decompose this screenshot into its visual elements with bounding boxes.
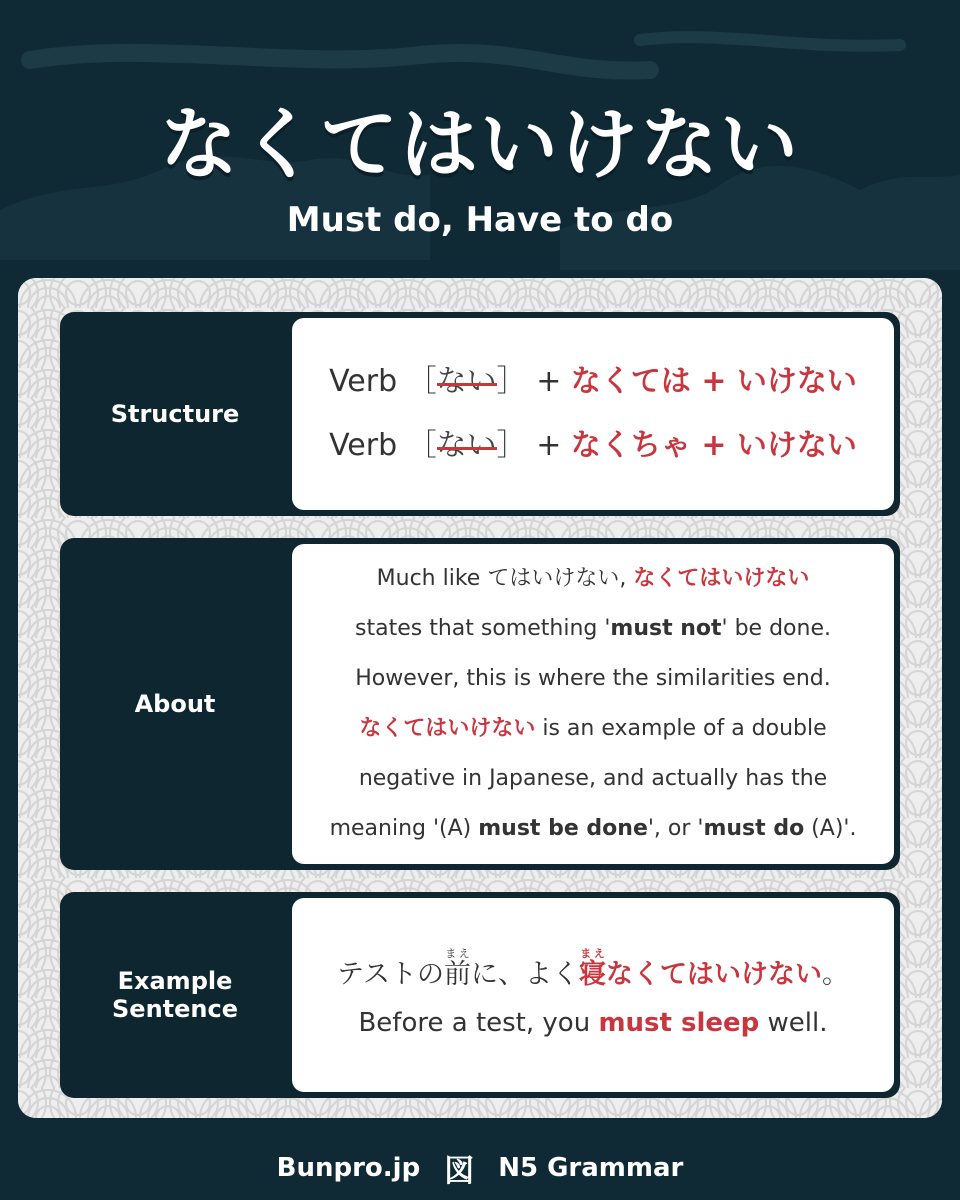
text: (A)'. <box>804 816 857 841</box>
struck-nai: ない <box>436 364 497 399</box>
bunpro-logo-icon: 図 <box>444 1154 475 1189</box>
text: 。 <box>821 959 849 990</box>
bracket: ［ <box>406 428 437 463</box>
bold-text: must be done <box>478 816 648 841</box>
form-text: なくては <box>570 364 691 399</box>
structure-line-2 <box>329 414 857 478</box>
bracket: ］ <box>496 428 527 463</box>
ruby-text: まえ <box>578 947 606 960</box>
kanji: 寝 <box>578 959 606 990</box>
level-label: N5 Grammar <box>498 1153 684 1183</box>
highlight-text: なくてはいけない <box>633 566 810 591</box>
example-japanese <box>337 947 849 997</box>
about-label: About <box>134 690 216 718</box>
about-card <box>60 538 900 870</box>
plus-sign: + <box>526 428 571 463</box>
text: states that something ' <box>355 616 611 641</box>
text: well. <box>759 1008 828 1038</box>
text: に、よく <box>470 959 579 990</box>
about-content <box>292 544 894 864</box>
example-label: Example Sentence <box>112 967 238 1023</box>
structure-label: Structure <box>110 400 240 428</box>
page-subtitle: Must do, Have to do <box>286 200 674 240</box>
text: meaning '(A) <box>329 816 479 841</box>
ending-text: いけない <box>736 428 857 463</box>
structure-content <box>292 318 894 510</box>
structure-line-1 <box>329 350 857 414</box>
page-title: なくてはいけない <box>159 100 800 190</box>
plus-sign: + <box>690 428 737 463</box>
structure-card <box>60 312 900 516</box>
ending-text: いけない <box>736 364 857 399</box>
highlight-text: なくてはいけない <box>359 716 536 741</box>
text: is an example of a double <box>535 716 827 741</box>
verb-text: Verb <box>329 364 398 399</box>
bold-text: must do <box>703 816 805 841</box>
highlight-text: なくてはいけない <box>605 959 822 990</box>
footer <box>0 1146 960 1190</box>
struck-nai: ない <box>436 428 497 463</box>
text: ', or ' <box>647 816 704 841</box>
text: テストの <box>337 959 444 990</box>
plus-sign: + <box>526 364 571 399</box>
ruby-text: まえ <box>443 947 471 960</box>
about-line-3: However, this is where the similarities end. <box>355 666 831 691</box>
plus-sign: + <box>690 364 737 399</box>
text: Much like てはいけない, <box>376 566 634 591</box>
content-panel <box>18 278 942 1118</box>
furigana-mae <box>443 947 471 990</box>
text: ' be done. <box>721 616 831 641</box>
about-line-2 <box>355 604 831 654</box>
about-line-6 <box>330 804 857 854</box>
bold-text: must not <box>610 616 722 641</box>
about-line-5: negative in Japanese, and actually has the <box>358 766 828 791</box>
furigana-ne <box>578 947 606 990</box>
about-line-1 <box>377 554 810 604</box>
bracket: ］ <box>496 364 527 399</box>
verb-text: Verb <box>329 428 398 463</box>
example-content <box>292 898 894 1092</box>
about-line-4 <box>359 704 826 754</box>
bracket: ［ <box>406 364 437 399</box>
example-english <box>358 997 827 1049</box>
text: Before a test, you <box>358 1008 599 1038</box>
form-text: なくちゃ <box>570 428 691 463</box>
kanji: 前 <box>443 959 471 990</box>
example-card <box>60 892 900 1098</box>
highlight-text: must sleep <box>598 1008 760 1038</box>
site-name[interactable]: Bunpro.jp <box>276 1153 421 1183</box>
